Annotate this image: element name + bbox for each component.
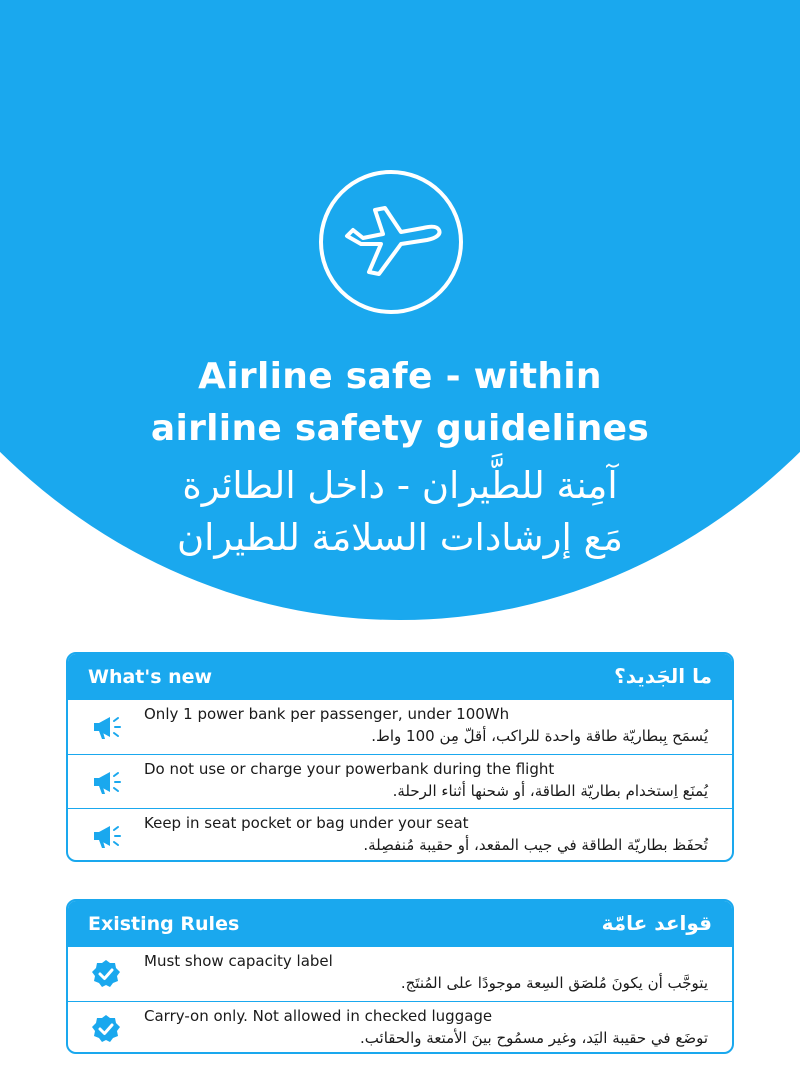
list-item	[68, 808, 732, 862]
item-text-en: Do not use or charge your powerbank during the flight	[144, 760, 555, 778]
megaphone-icon	[90, 711, 122, 743]
airplane-badge	[319, 170, 463, 314]
item-text-ar: تُحفَظ بطاريّة الطاقة في جيب المقعد، أو حقيبة مُنفصِلة.	[363, 836, 708, 854]
hero-title-ar-line1: آمِنة للطَّيران - داخل الطائرة	[182, 464, 618, 507]
item-text-en: Carry-on only. Not allowed in checked luggage	[144, 1007, 493, 1025]
existing-rules-title-ar: قواعد عامّة	[601, 911, 712, 935]
whats-new-title-ar: ما الجَديد؟	[614, 664, 712, 688]
airplane-icon	[323, 174, 459, 310]
item-text-ar: يتوجَّب أن يكونَ مُلصَق السِعة موجودًا على المُنتَج.	[400, 974, 708, 992]
megaphone-icon	[90, 766, 122, 798]
item-text-en: Keep in seat pocket or bag under your seat	[144, 814, 469, 832]
list-item	[68, 947, 732, 1001]
list-item	[68, 1001, 732, 1054]
list-item	[68, 754, 732, 808]
existing-rules-card	[66, 899, 734, 1054]
item-text-en: Must show capacity label	[144, 952, 333, 970]
item-text-en: Only 1 power bank per passenger, under 100Wh	[144, 705, 510, 723]
item-text-ar: يُسمَح بِبطاريّة طاقة واحدة للراكب، أقلّ مِن 100 واط.	[371, 727, 708, 745]
hero-title-en-line2: airline safety guidelines	[150, 408, 650, 449]
whats-new-title-en: What's new	[88, 666, 213, 688]
item-text-ar: يُمنَع اِستخدام بطاريّة الطاقة، أو شحنها أثناء الرحلة.	[392, 782, 708, 800]
existing-rules-title-en: Existing Rules	[88, 913, 240, 935]
check-badge-icon	[90, 958, 122, 990]
item-text-ar: توضَع في حقيبة اليَد، وغير مسمُوح بينَ الأمتعة والحقائب.	[360, 1029, 708, 1047]
hero-title-en-line1: Airline safe - within	[198, 356, 602, 397]
list-item	[68, 700, 732, 754]
whats-new-header	[68, 654, 732, 700]
existing-rules-header	[68, 901, 732, 947]
megaphone-icon	[90, 820, 122, 852]
check-badge-icon	[90, 1013, 122, 1045]
hero-title-ar-line2: مَع إرشادات السلامَة للطيران	[176, 516, 623, 559]
whats-new-card	[66, 652, 734, 862]
